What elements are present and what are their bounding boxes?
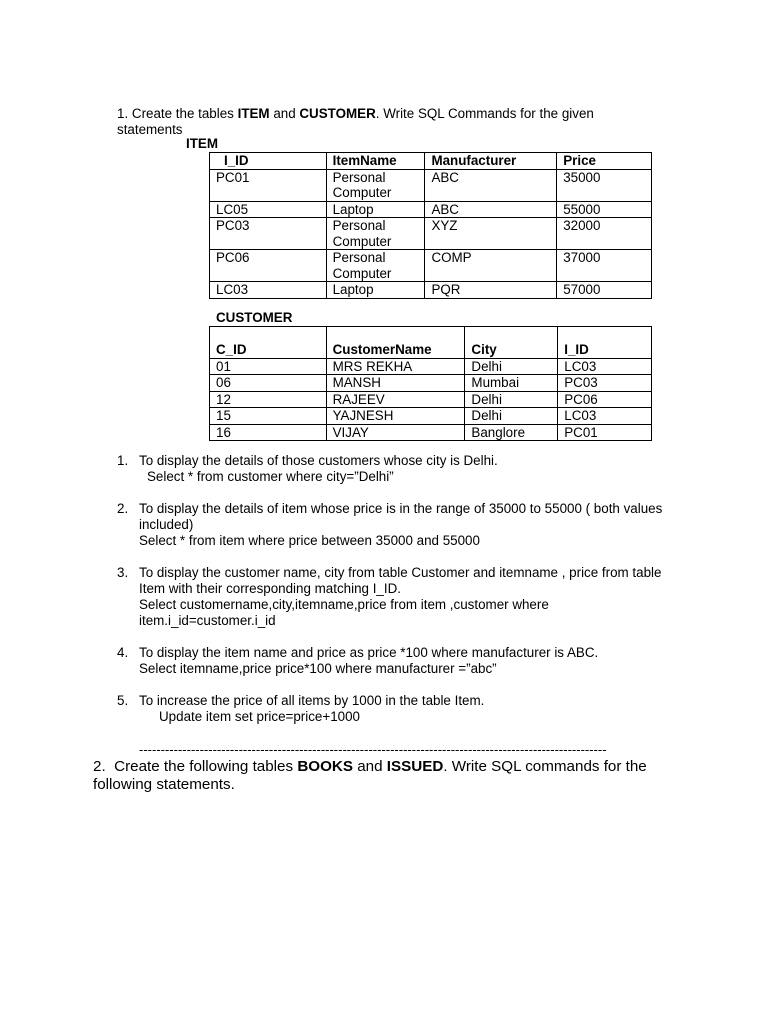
- item-table-cell: 32000: [557, 218, 652, 250]
- section-1-text-a: Create the tables: [128, 106, 238, 121]
- customer-table-row: [210, 424, 652, 441]
- question-text: To display the customer name, city from table Customer and itemname , price from table Item with their corresponding matching I_ID.: [139, 565, 662, 596]
- section-1-text-b: and: [269, 106, 300, 121]
- customer-table-label: CUSTOMER: [216, 310, 293, 325]
- section-1-number: 1.: [117, 106, 129, 121]
- customer-header-i-id: I_ID: [558, 327, 652, 359]
- question-answer: Select itemname,price price*100 where manufacturer =”abc”: [139, 661, 497, 676]
- section-2-heading: [93, 758, 693, 794]
- item-table-header-row: [210, 153, 652, 170]
- item-table-cell: Laptop: [326, 201, 425, 218]
- item-header-i-id: I_ID: [210, 153, 327, 170]
- item-table-cell: 57000: [557, 282, 652, 299]
- item-table-row: [210, 282, 652, 299]
- item-table-row: [210, 169, 652, 201]
- item-header-itemname: ItemName: [326, 153, 425, 170]
- item-table-row: [210, 201, 652, 218]
- section-2-bold-books: BOOKS: [297, 758, 354, 775]
- item-table-cell: PC01: [210, 169, 327, 201]
- question-number: 2.: [117, 501, 129, 516]
- customer-table-cell: 16: [210, 424, 327, 441]
- customer-table-cell: RAJEEV: [326, 391, 465, 408]
- question-item-1: [117, 453, 677, 485]
- question-text: To display the details of item whose price is in the range of 35000 to 55000 ( both values included): [139, 501, 663, 532]
- question-answer: Select * from item where price between 35000 and 55000: [139, 533, 480, 548]
- customer-table-cell: PC03: [558, 375, 652, 392]
- item-table-cell: 55000: [557, 201, 652, 218]
- item-table-cell: Personal Computer: [326, 169, 425, 201]
- customer-table-cell: 01: [210, 358, 327, 375]
- question-text: To display the details of those customers whose city is Delhi.: [139, 453, 498, 468]
- item-table-cell: PC06: [210, 250, 327, 282]
- customer-header-customername: CustomerName: [326, 327, 465, 359]
- section-1-bold-item: ITEM: [237, 106, 270, 121]
- question-text: To display the item name and price as price *100 where manufacturer is ABC.: [139, 645, 599, 660]
- customer-table-cell: 06: [210, 375, 327, 392]
- item-table-cell: COMP: [425, 250, 557, 282]
- item-table-cell: ABC: [425, 201, 557, 218]
- item-table-cell: ABC: [425, 169, 557, 201]
- item-table-cell: LC03: [210, 282, 327, 299]
- customer-table-cell: YAJNESH: [326, 408, 465, 425]
- customer-table-cell: Delhi: [465, 358, 558, 375]
- question-answer: Select customername,city,itemname,price from item ,customer where item.i_id=customer.i_id: [139, 597, 549, 628]
- section-2-text-b: and: [353, 758, 387, 775]
- customer-table-row: [210, 375, 652, 392]
- section-2-text-a: Create the following tables: [105, 758, 298, 775]
- dashed-divider: ------------------------------------------------------------------------------------------------------------: [139, 742, 607, 757]
- customer-table-cell: VIJAY: [326, 424, 465, 441]
- question-number: 1.: [117, 453, 129, 468]
- item-table-cell: Personal Computer: [326, 218, 425, 250]
- item-header-price: Price: [557, 153, 652, 170]
- customer-header-city: City: [465, 327, 558, 359]
- item-table-cell: 37000: [557, 250, 652, 282]
- section-1-text-c: . Write SQL Commands for the given statements: [117, 106, 594, 137]
- item-table-cell: XYZ: [425, 218, 557, 250]
- section-2-number: 2.: [93, 758, 106, 775]
- customer-table-cell: Banglore: [465, 424, 558, 441]
- question-item-5: [117, 693, 677, 725]
- item-table-row: [210, 250, 652, 282]
- item-table-label: ITEM: [186, 136, 218, 151]
- question-item-3: [117, 565, 677, 629]
- item-header-manufacturer: Manufacturer: [425, 153, 557, 170]
- customer-table-row: [210, 358, 652, 375]
- customer-table-cell: Delhi: [465, 408, 558, 425]
- question-number: 4.: [117, 645, 129, 660]
- question-text: To increase the price of all items by 1000 in the table Item.: [139, 693, 485, 708]
- customer-table-cell: PC06: [558, 391, 652, 408]
- item-table-cell: LC05: [210, 201, 327, 218]
- question-answer: Select * from customer where city=”Delhi”: [147, 469, 394, 484]
- customer-table-cell: LC03: [558, 408, 652, 425]
- item-table-cell: PQR: [425, 282, 557, 299]
- item-table-cell: 35000: [557, 169, 652, 201]
- item-table-row: [210, 218, 652, 250]
- section-1-heading: [117, 106, 657, 137]
- question-item-2: [117, 501, 677, 549]
- customer-table-cell: LC03: [558, 358, 652, 375]
- customer-table-cell: PC01: [558, 424, 652, 441]
- customer-table-cell: MANSH: [326, 375, 465, 392]
- section-2-bold-issued: ISSUED: [386, 758, 444, 775]
- item-table-cell: Laptop: [326, 282, 425, 299]
- section-2-text-c: . Write SQL commands for the following statements.: [93, 758, 647, 793]
- question-answer: Update item set price=price+1000: [159, 709, 360, 724]
- question-number: 3.: [117, 565, 129, 580]
- customer-header-c-id: C_ID: [210, 327, 327, 359]
- customer-table-row: [210, 391, 652, 408]
- customer-table: [209, 326, 652, 441]
- item-table-cell: Personal Computer: [326, 250, 425, 282]
- section-1-bold-customer: CUSTOMER: [299, 106, 376, 121]
- question-list: [117, 453, 677, 741]
- question-item-4: [117, 645, 677, 677]
- customer-table-cell: MRS REKHA: [326, 358, 465, 375]
- customer-table-row: [210, 408, 652, 425]
- question-number: 5.: [117, 693, 129, 708]
- item-table: [209, 152, 652, 299]
- item-table-cell: PC03: [210, 218, 327, 250]
- customer-table-header-row: [210, 327, 652, 359]
- customer-table-cell: 12: [210, 391, 327, 408]
- customer-table-cell: Mumbai: [465, 375, 558, 392]
- customer-table-cell: 15: [210, 408, 327, 425]
- customer-table-cell: Delhi: [465, 391, 558, 408]
